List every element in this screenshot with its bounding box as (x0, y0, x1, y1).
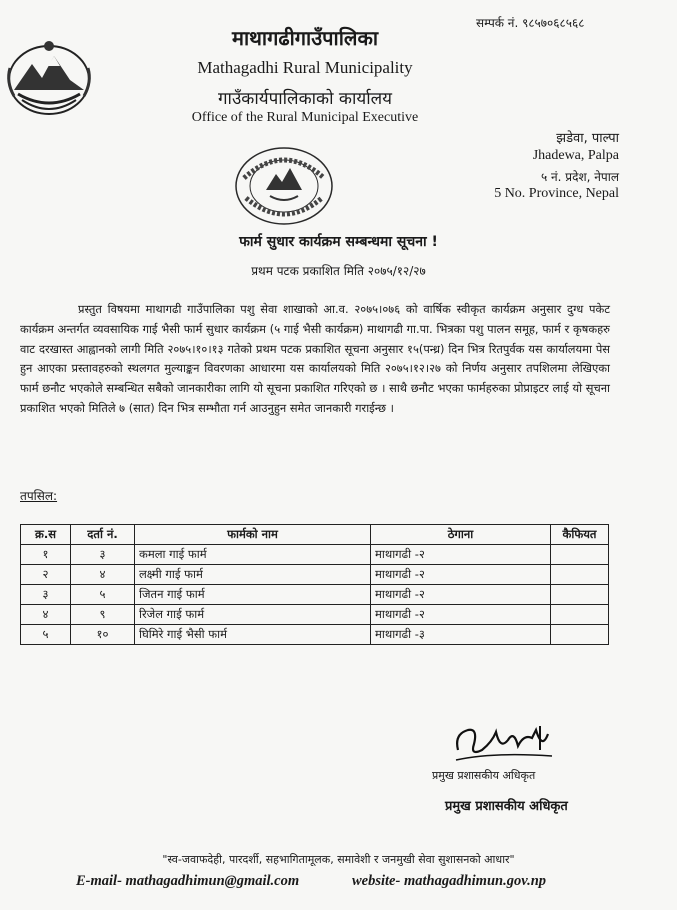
cell-registration-no: ३ (71, 545, 135, 565)
office-name-nepali: गाउँकार्यपालिकाको कार्यालय (217, 89, 393, 109)
cell-farm-name: कमला गाई फार्म (135, 545, 371, 565)
cell-address: माथागढी -२ (371, 605, 551, 625)
table-row (21, 545, 609, 565)
footer-email: E-mail- mathagadhimun@gmail.com (76, 873, 300, 889)
cell-farm-name: जितन गाई फार्म (135, 585, 371, 605)
notice-title: फार्म सुधार कार्यक्रम सम्बन्धमा सूचना ! (239, 234, 438, 250)
cell-registration-no: ५ (71, 585, 135, 605)
cell-farm-name: रिजेल गाई फार्म (135, 605, 371, 625)
cell-address: माथागढी -२ (371, 545, 551, 565)
header-registration-no: दर्ता नं. (71, 525, 135, 545)
table-row (21, 625, 609, 645)
cell-serial: ३ (21, 585, 71, 605)
footer-website: website- mathagadhimun.gov.np (352, 873, 547, 889)
contact-number: सम्पर्क नं. ९८५७०६८५६८ (476, 16, 585, 30)
header-address: ठेगाना (371, 525, 551, 545)
cell-remarks (551, 605, 609, 625)
cell-serial: ५ (21, 625, 71, 645)
cell-address: माथागढी -२ (371, 565, 551, 585)
cell-registration-no: १० (71, 625, 135, 645)
nepal-emblem-icon (4, 38, 94, 120)
cell-registration-no: ९ (71, 605, 135, 625)
cell-farm-name: लक्ष्मी गाई फार्म (135, 565, 371, 585)
details-label: तपसिल: (20, 489, 58, 503)
cell-remarks (551, 585, 609, 605)
officer-title: प्रमुख प्रशासकीय अधिकृत (445, 799, 568, 814)
table-row (21, 585, 609, 605)
address-nepali-line1: झडेवा, पाल्पा (556, 131, 619, 146)
cell-remarks (551, 565, 609, 585)
address-nepali-line2: ५ नं. प्रदेश, नेपाल (540, 170, 619, 184)
municipality-name-nepali: माथागढीगाउँपालिका (231, 26, 379, 50)
publish-date: प्रथम पटक प्रकाशित मिति २०७५/१२/२७ (251, 264, 426, 278)
cell-remarks (551, 625, 609, 645)
cell-serial: ४ (21, 605, 71, 625)
cell-remarks (551, 545, 609, 565)
table-row (21, 605, 609, 625)
notice-body: प्रस्तुत विषयमा माथागढी गाउँपालिका पशु सेवा शाखाको आ.व. २०७५।०७६ को वार्षिक स्वीकृत कार्यक्रम अनुसार दुग्ध पकेट कार्यक्रम अन्तर्गत व्यवसायिक गाई भैसी फार्म सुधार कार्यक्रम (५ गाई भैसी कार्यक्रम) माथागढी गा.पा. भित्रका पशु पालन समूह, फार्म र कृषकहरु वाट दरखास्त आह्वानको लागी मिति २०७५।१०।१३ गतेको प्रथम पटक प्रकाशित सूचना अनुसार १५(पन्ध्र) दिन भित्र रितपुर्वक यस कार्यालयमा पेस हुन आएका प्रस्तावहरुको स्थलगत मुल्याङ्कन विवरणका आधारमा यस कार्यालयको मिति २०७५।१२।२७ को निर्णय अनुसार तपशिलमा लेखिएका फार्म छनौट भएकोले सम्बन्धित सबैको जानकारीका लागि यो सूचना प्रकाशित गरिएको छ । साथै छनौट भएका फार्महरुका प्रोप्राइटर लाई यो सूचना प्रकाशित भएको मितिले ७ (सात) दिन भित्र सम्भौता गर्न आउनुहुन समेत जानकारी गराईन्छ । (20, 302, 610, 415)
cell-address: माथागढी -३ (371, 625, 551, 645)
header-farm-name: फार्मको नाम (135, 525, 371, 545)
address-english-line2: 5 No. Province, Nepal (494, 186, 619, 201)
header-serial: क्र.स (21, 525, 71, 545)
address-english-line1: Jhadewa, Palpa (532, 148, 619, 163)
table-row (21, 565, 609, 585)
footer-motto: "स्व-जवाफदेही, पारदर्शी, सहभागितामूलक, समावेशी र जनमुखी सेवा सुशासनको आधार" (162, 853, 515, 866)
signature-designation: प्रमुख प्रशासकीय अधिकृत (432, 769, 536, 782)
handwritten-signature (452, 720, 562, 766)
cell-serial: १ (21, 545, 71, 565)
office-name-english: Office of the Rural Municipal Executive (191, 110, 419, 125)
office-seal-stamp (232, 144, 336, 228)
municipality-name-english: Mathagadhi Rural Municipality (197, 58, 413, 77)
table-header-row (21, 525, 609, 545)
cell-address: माथागढी -२ (371, 585, 551, 605)
header-remarks: कैफियत (551, 525, 609, 545)
cell-farm-name: घिमिरे गाई भैसी फार्म (135, 625, 371, 645)
cell-registration-no: ४ (71, 565, 135, 585)
selected-farms-table (20, 524, 609, 645)
cell-serial: २ (21, 565, 71, 585)
